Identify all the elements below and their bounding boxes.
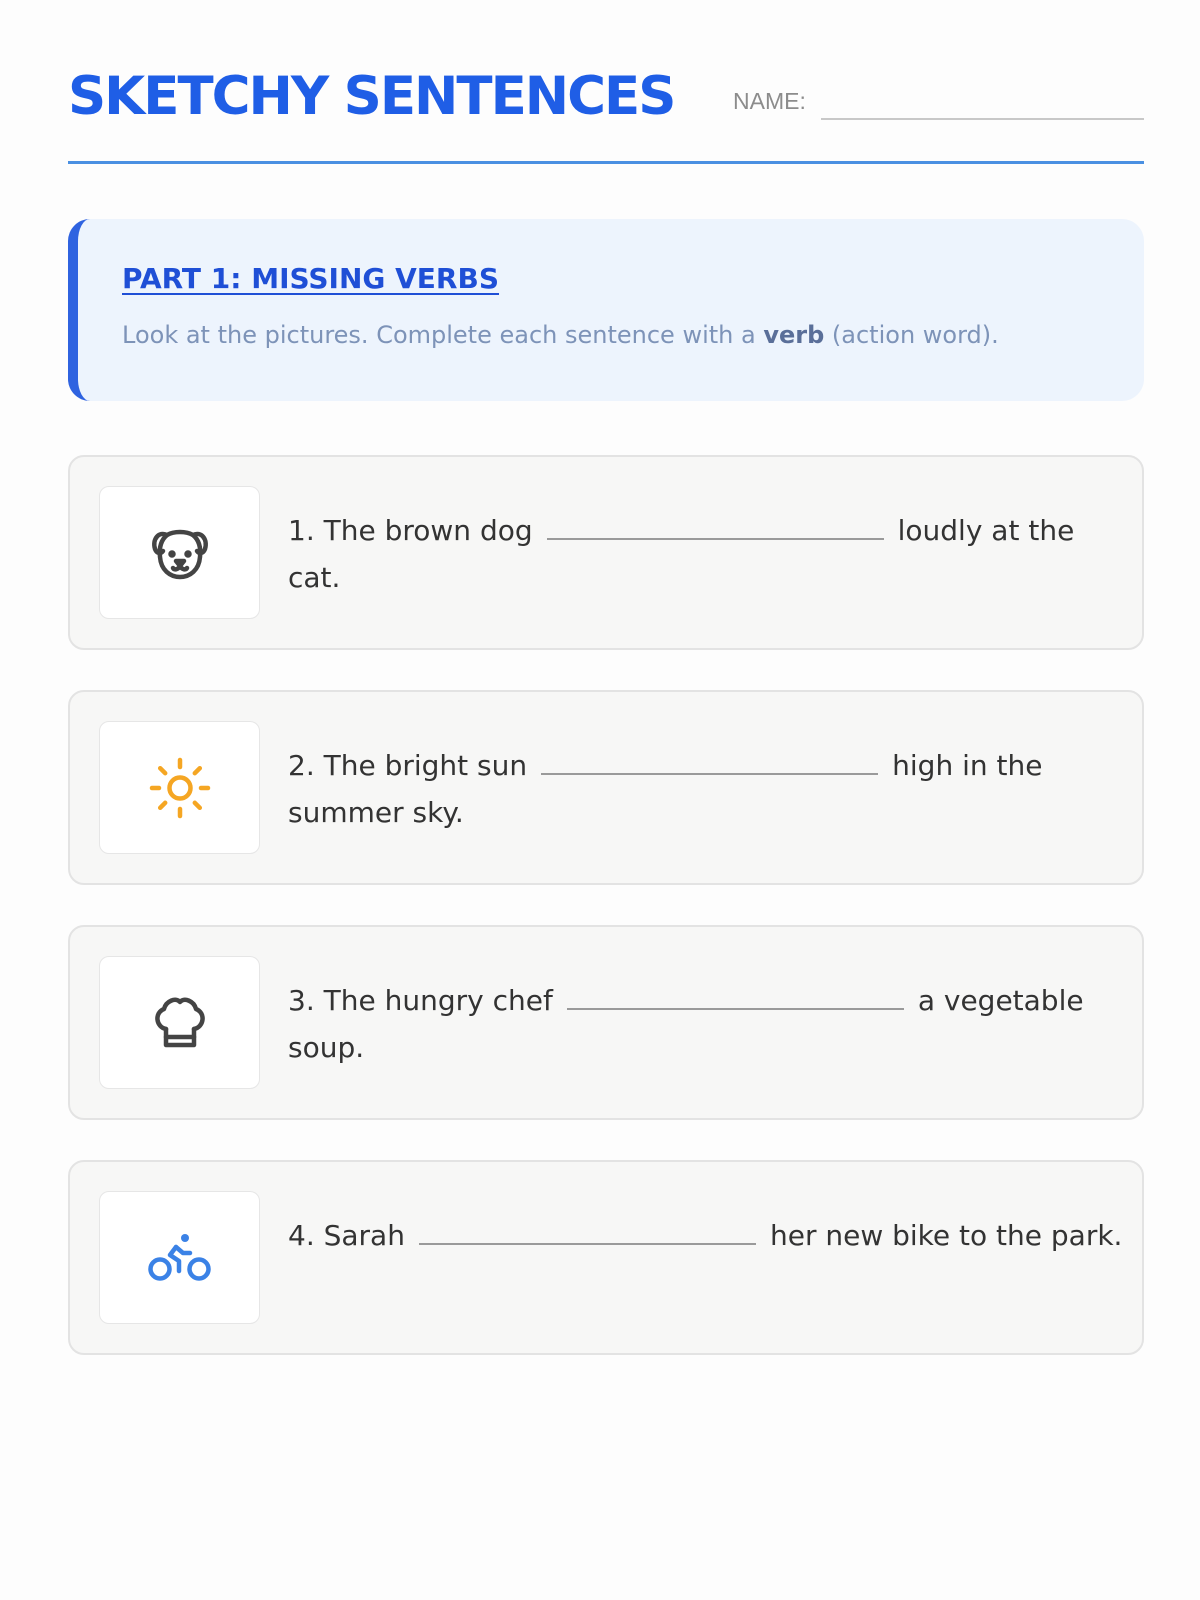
sentence-end: high in the summer sky. — [288, 749, 1043, 829]
sentence-start: 4. Sarah — [288, 1219, 405, 1252]
name-label: NAME: — [733, 88, 806, 114]
picture-box — [99, 1191, 260, 1324]
desc-text-after: (action word). — [824, 321, 999, 349]
sentence-start: 3. The hungry chef — [288, 984, 553, 1017]
sentence-4 — [288, 1212, 1128, 1259]
desc-text-before: Look at the pictures. Complete each sentence with a — [122, 321, 764, 349]
sentence-1 — [288, 507, 1128, 601]
desc-text-bold: verb — [763, 321, 825, 349]
cyclist-icon — [147, 1226, 213, 1290]
sentence-2 — [288, 742, 1128, 836]
part-title: PART 1: MISSING VERBS — [122, 262, 500, 295]
worksheet-title: SKETCHY SENTENCES — [68, 66, 675, 127]
question-card-2 — [68, 690, 1144, 885]
question-card-4 — [68, 1160, 1144, 1355]
instructions-box — [68, 219, 1144, 401]
chef-hat-icon — [148, 991, 212, 1055]
answer-blank[interactable] — [547, 516, 884, 540]
sentence-start: 2. The bright sun — [288, 749, 528, 782]
sentence-end: a vegetable soup. — [288, 984, 1084, 1064]
sun-icon — [148, 756, 212, 820]
question-card-1 — [68, 455, 1144, 650]
question-card-3 — [68, 925, 1144, 1120]
name-field[interactable] — [821, 118, 1144, 120]
sentence-end: her new bike to the park. — [769, 1219, 1123, 1252]
sentence-3 — [288, 977, 1128, 1071]
answer-blank[interactable] — [541, 751, 878, 775]
worksheet-header — [68, 52, 1144, 164]
answer-blank[interactable] — [567, 986, 904, 1010]
dog-icon — [148, 521, 212, 585]
part-description — [122, 321, 999, 349]
sentence-start: 1. The brown dog — [288, 514, 533, 547]
sentence-end: loudly at the cat. — [288, 514, 1075, 594]
picture-box — [99, 486, 260, 619]
picture-box — [99, 956, 260, 1089]
answer-blank[interactable] — [419, 1221, 756, 1245]
picture-box — [99, 721, 260, 854]
